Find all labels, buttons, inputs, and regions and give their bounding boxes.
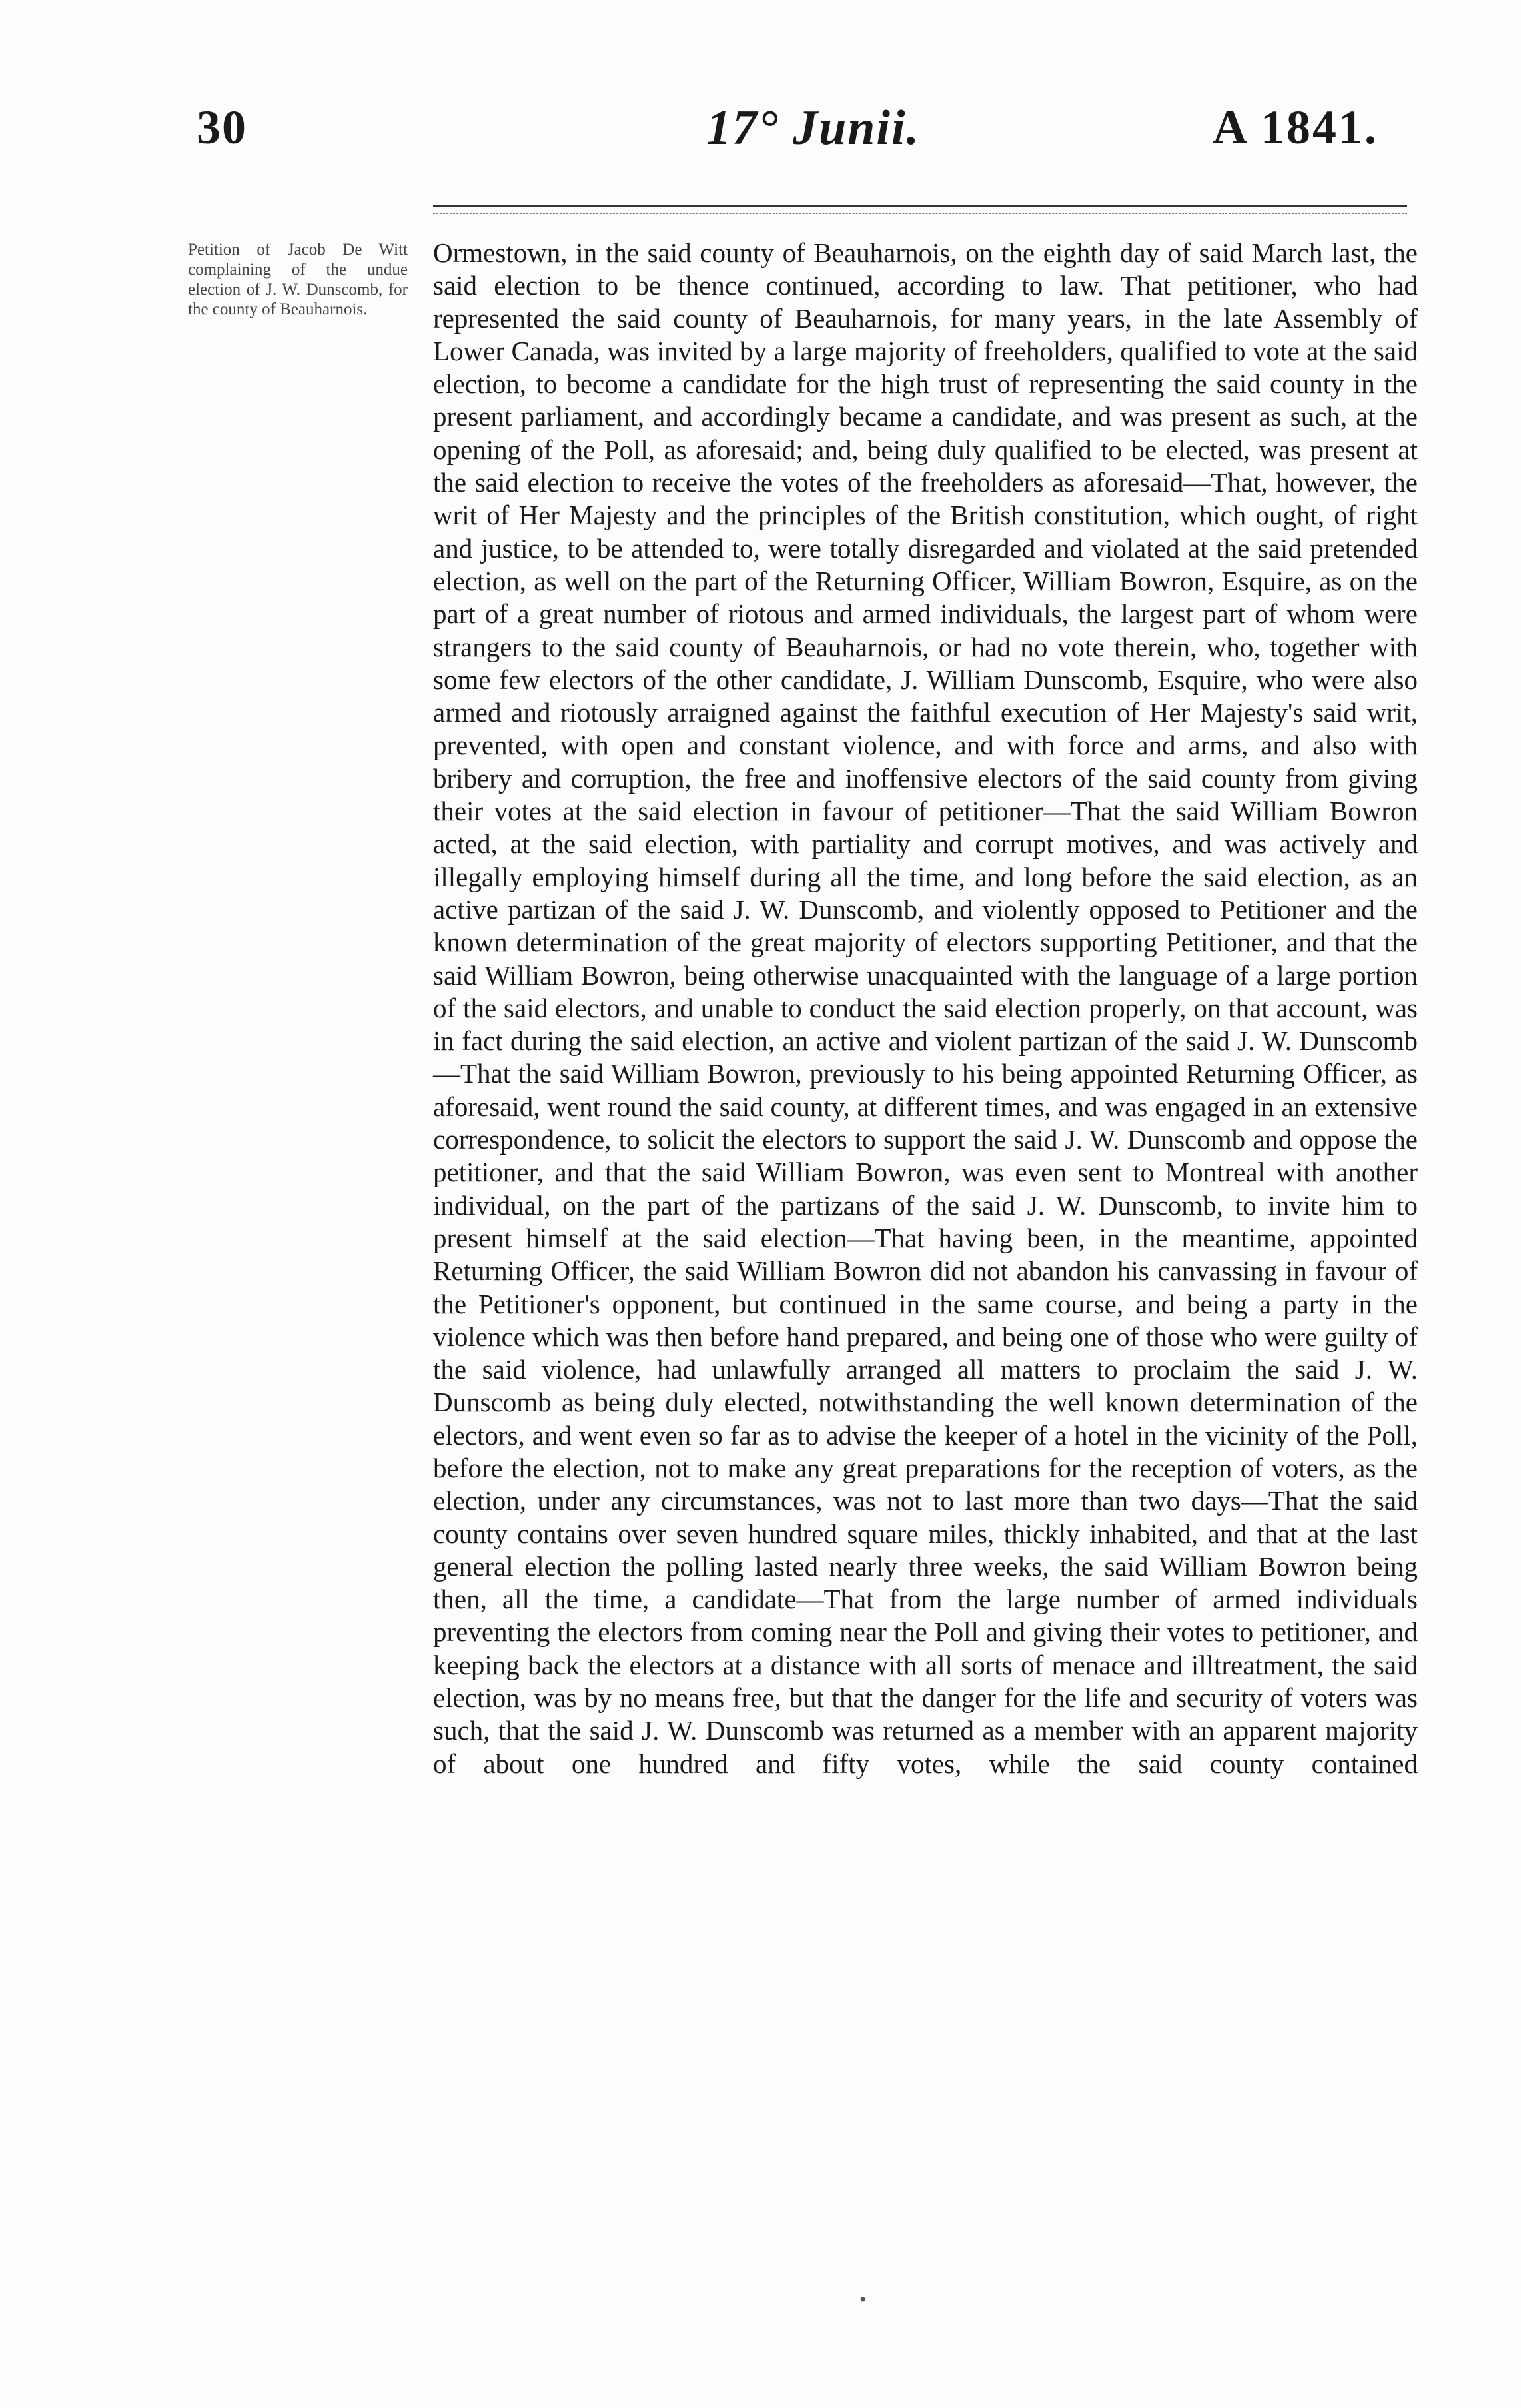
header-rule (433, 205, 1407, 207)
header-rule-secondary (433, 213, 1407, 214)
page-footer-mark: • (859, 2289, 867, 2311)
page-number: 30 (197, 101, 247, 154)
running-date: 17° Junii. (706, 101, 921, 155)
page-header (0, 100, 1521, 173)
marginal-note: Petition of Jacob De Witt complaining of the undue election of J. W. Dunscomb, for the county of Beauharnois. (188, 241, 408, 318)
running-year: A 1841. (1213, 101, 1379, 154)
petition-body-text: Ormestown, in the said county of Beauharnois, on the eighth day of said March last, the said election to be thence continued, according to law. That petitioner, who had represented the said county of Beauharnois, for many years, in the late Assembly of Lower Canada, was invited by a large majority of freeholders, qualified to vote at the said election, to become a candidate for the high trust of representing the said county in the present parliament, and accordingly became a candidate, and was present as such, at the opening of the Poll, as aforesaid; and, being duly qualified to be elected, was present at the said election to receive the votes of the freeholders as aforesaid—That, however, the writ of Her Majesty and the principles of the British constitution, which ought, of right and justice, to be attended to, were totally disregarded and violated at the said pretended election, as well on the part of the Returning Officer, William Bowron, Esquire, as on the part of a great number of riotous and armed individuals, the largest part of whom were strangers to the said county of Beauharnois, or had no vote therein, who, together with some few electors of the other candidate, J. William Dunscomb, Esquire, who were also armed and riotously arraigned against the faithful execution of Her Majesty's said writ, prevented, with open and constant violence, and with force and arms, and also with bribery and corruption, the free and inoffensive electors of the said county from giving their votes at the said election in favour of petitioner—That the said William Bowron acted, at the said election, with partiality and corrupt motives, and was actively and illegally employing himself during all the time, and long before the said election, as an active partizan of the said J. W. Dunscomb, and violently opposed to Petitioner and the known determination of the great majority of electors supporting Petitioner, and that the said William Bowron, being otherwise unacquainted with the language of a large portion of the said electors, and unable to conduct the said election properly, on that account, was in fact during the said election, an active and violent partizan of the said J. W. Dunscomb—That the said William Bowron, previously to his being appointed Returning Officer, as aforesaid, went round the said county, at different times, and was engaged in an extensive correspondence, to solicit the electors to support the said J. W. Dunscomb and oppose the petitioner, and that the said William Bowron, was even sent to Montreal with another individual, on the part of the partizans of the said J. W. Dunscomb, to invite him to present himself at the said election—That having been, in the meantime, appointed Returning Officer, the said William Bowron did not abandon his canvassing in favour of the Petitioner's opponent, but continued in the same course, and being a party in the violence which was then before hand prepared, and being one of those who were guilty of the said violence, had unlawfully arranged all matters to proclaim the said J. W. Dunscomb as being duly elected, notwithstanding the well known determination of the electors, and went even so far as to advise the keeper of a hotel in the vicinity of the Poll, before the election, not to make any great preparations for the reception of voters, as the election, under any circumstances, was not to last more than two days—That the said county contains over seven hundred square miles, thickly inhabited, and that at the last general election the polling lasted nearly three weeks, the said William Bowron being then, all the time, a candidate—That from the large number of armed individuals preventing the electors from coming near the Poll and giving their votes to petitioner, and keeping back the electors at a distance with all sorts of menace and illtreatment, the said election, was by no means free, but that the danger for the life and security of voters was such, that the said J. W. Dunscomb was returned as a member with an apparent majority of about one hundred and fifty votes, while the said county contained (433, 237, 1418, 1779)
